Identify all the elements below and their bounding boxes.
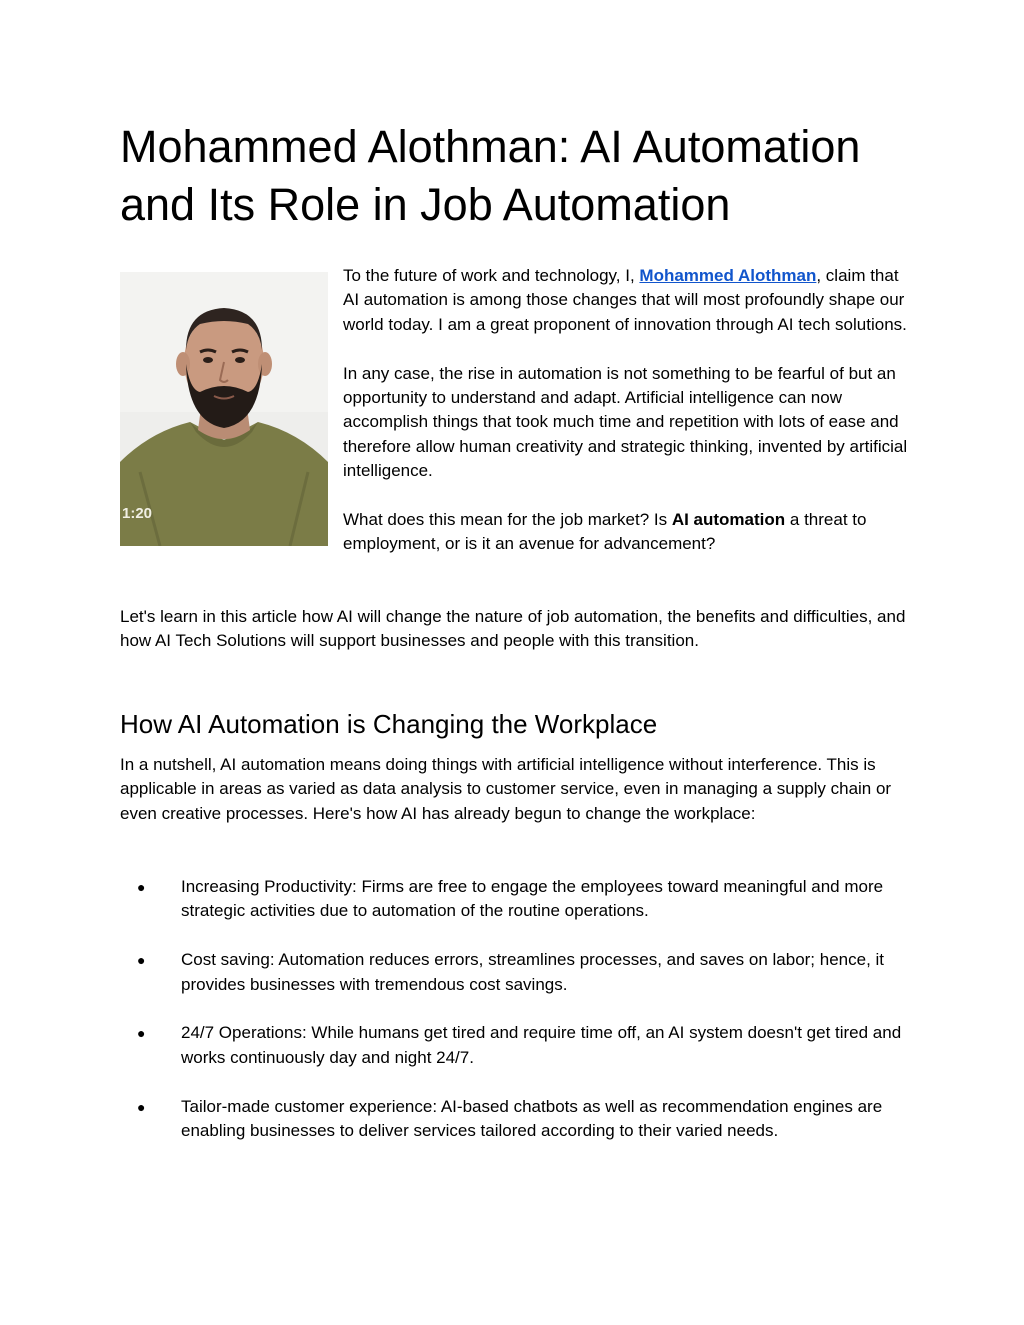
section-heading: How AI Automation is Changing the Workplace	[120, 709, 658, 739]
intro-question-start: What does this mean for the job market? Is	[343, 510, 672, 530]
bullet-text: 24/7 Operations: While humans get tired and require time off, an AI system doesn't get tired and works continuously day and night 24/7.	[181, 1023, 902, 1067]
author-link[interactable]: Mohammed Alothman	[639, 266, 817, 285]
bullet-text: Tailor-made customer experience: AI-based chatbots as well as recommendation engines are enabling businesses to deliver services tailored according to their varied needs.	[181, 1096, 883, 1141]
intro-question-end: a threat to employment, or is it an avenue for advancement?	[343, 510, 867, 554]
list-item	[120, 1021, 910, 1070]
intro-paragraph-3	[343, 508, 913, 557]
bullet-marker: ●	[137, 952, 146, 969]
document-title: Mohammed Alothman: AI Automation and Its Role in Job Automation	[120, 121, 861, 230]
bullet-marker: ●	[137, 1098, 146, 1115]
bullet-marker: ●	[137, 879, 146, 895]
list-item	[120, 1095, 910, 1144]
ai-automation-bold-term: AI automation	[671, 510, 786, 530]
bullet-text: Increasing Productivity: Firms are free to engage the employees toward meaningful and more strategic activities due to automation of the routine operations.	[181, 877, 884, 921]
intro-paragraph-1	[343, 264, 913, 337]
intro-text-after-link: , claim that AI automation is among those changes that will most profoundly shape our world today. I am a great proponent of innovation through AI tech solutions.	[343, 266, 907, 334]
intro-text-before-link: To the future of work and technology, I,	[343, 266, 640, 285]
section-paragraph: In a nutshell, AI automation means doing things with artificial intelligence without interference. This is applicable in areas as varied as data analysis to customer service, even in managing a supply chain or even creative processes. Here's how AI has already begun to change the workplace:	[120, 755, 892, 823]
intro-paragraph-2: In any case, the rise in automation is not something to be fearful of but an opportunity to understand and adapt. Artificial intelligence can now accomplish things that took much time and repetition with lots of ease and therefore allow human creativity and strategic thinking, invented by artificial intelligence.	[343, 363, 908, 481]
list-item	[120, 875, 910, 924]
author-portrait-icon	[120, 272, 328, 546]
list-item	[120, 948, 910, 997]
author-photo	[120, 272, 328, 546]
svg-text:1:20: 1:20	[122, 505, 153, 522]
lead-paragraph: Let's learn in this article how AI will change the nature of job automation, the benefits and difficulties, and how AI Tech Solutions will support businesses and people with this transition.	[120, 607, 906, 651]
bullet-text: Cost saving: Automation reduces errors, streamlines processes, and saves on labor; hence, it provides businesses with tremendous cost savings.	[181, 950, 885, 994]
bullet-marker: ●	[137, 1025, 146, 1042]
bullet-list	[120, 875, 910, 1168]
intro-text	[343, 264, 913, 581]
